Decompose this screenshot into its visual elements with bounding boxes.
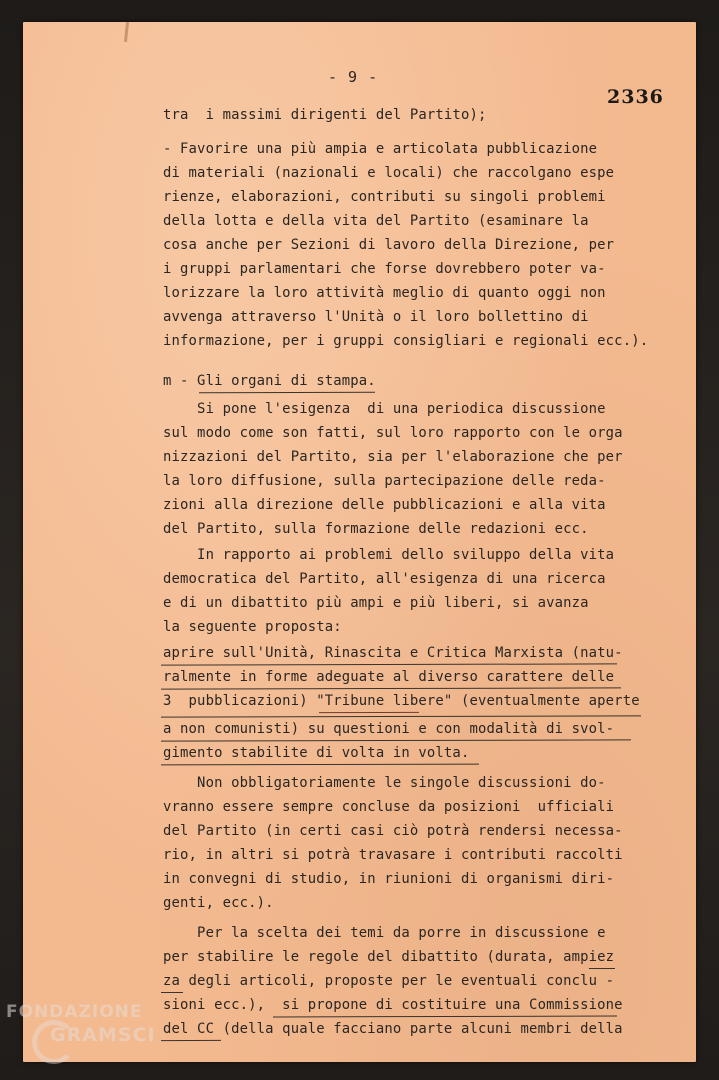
commission-underline	[273, 1016, 617, 1018]
ampiezza-underline	[161, 992, 183, 993]
underlined-line: aprire sull'Unità, Rinascita e Critica Marxista (natu-	[163, 645, 623, 661]
text-line: genti, ecc.).	[163, 895, 274, 911]
text-line: e di un dibattito più ampi e più liberi, si avanza	[163, 595, 589, 611]
text-line: del Partito (in certi casi ciò potrà rendersi necessa-	[163, 823, 623, 839]
text-line: rienze, elaborazioni, contributi su singoli problemi	[163, 189, 606, 205]
tribune-underline	[319, 712, 419, 713]
text-line: zioni alla direzione delle pubblicazioni e alla vita	[163, 497, 606, 513]
underlined-line: 3 pubblicazioni) "Tribune libere" (eventualmente aperte	[163, 693, 640, 709]
fondazione-gramsci-watermark	[6, 1000, 196, 1070]
text-line: la loro diffusione, sulla partecipazione delle reda-	[163, 473, 606, 489]
watermark-line2: GRAMSCI	[50, 1024, 156, 1046]
text-line: nizzazioni del Partito, sia per l'elaborazione che per	[163, 449, 623, 465]
text-line: avvenga attraverso l'Unità o il loro bollettino di	[163, 309, 589, 325]
watermark-line1: FONDAZIONE	[6, 1002, 143, 1022]
underlined-line: a non comunisti) su questioni e con modalità di svol-	[163, 721, 615, 737]
underlined-line: ralmente in forme adeguate al diverso carattere delle	[163, 669, 615, 685]
text-line: i gruppi parlamentari che forse dovrebbero poter va-	[163, 261, 606, 277]
text-line: In rapporto ai problemi dello sviluppo della vita	[163, 547, 615, 563]
text-line: - Favorire una più ampia e articolata pubblicazione	[163, 141, 598, 157]
text-line: rio, in altri si potrà travasare i contributi raccolti	[163, 847, 623, 863]
text-line: vranno essere sempre concluse da posizioni ufficiali	[163, 799, 615, 815]
text-line: Per la scelta dei temi da porre in discussione e	[163, 925, 606, 941]
text-line: democratica del Partito, all'esigenza di una ricerca	[163, 571, 606, 587]
text-line: la seguente proposta:	[163, 619, 342, 635]
underlined-line: sioni ecc.), si propone di costituire una Commissione	[163, 997, 623, 1013]
text-line: lorizzare la loro attività meglio di quanto oggi non	[163, 285, 606, 301]
proposal-underline	[161, 715, 641, 717]
document-number: 2336	[607, 86, 664, 108]
text-line: in convegni di studio, in riunioni di organismi diri-	[163, 871, 615, 887]
text-line: del Partito, sulla formazione delle redazioni ecc.	[163, 521, 589, 537]
proposal-underline	[161, 663, 617, 665]
page-number: - 9 -	[328, 68, 379, 86]
underlined-line: del CC (della quale facciano parte alcuni membri della	[163, 1021, 623, 1037]
proposal-underline	[161, 739, 631, 741]
text-line: per stabilire le regole del dibattito (durata, ampiez	[163, 949, 615, 965]
ampiezza-underline	[589, 968, 615, 969]
text-line: Si pone l'esigenza di una periodica discussione	[163, 401, 606, 417]
typewritten-page	[23, 22, 696, 1062]
text-line: cosa anche per Sezioni di lavoro della Direzione, per	[163, 237, 615, 253]
text-line: della lotta e della vita del Partito (esaminare la	[163, 213, 589, 229]
text-line: di materiali (nazionali e locali) che raccolgano espe	[163, 165, 615, 181]
text-line: tra i massimi dirigenti del Partito);	[163, 107, 487, 123]
text-line: informazione, per i gruppi consigliari e regionali ecc.).	[163, 333, 649, 349]
text-line: Non obbligatoriamente le singole discussioni do-	[163, 775, 606, 791]
underlined-line: gimento stabilite di volta in volta.	[163, 745, 470, 761]
text-line: sul modo come son fatti, sul loro rapporto con le orga	[163, 425, 623, 441]
proposal-underline	[161, 687, 621, 689]
heading-underline	[199, 392, 375, 393]
text-line: za degli articoli, proposte per le eventuali conclu -	[163, 973, 615, 989]
section-heading: m - Gli organi di stampa.	[163, 373, 376, 389]
proposal-underline	[161, 764, 479, 766]
